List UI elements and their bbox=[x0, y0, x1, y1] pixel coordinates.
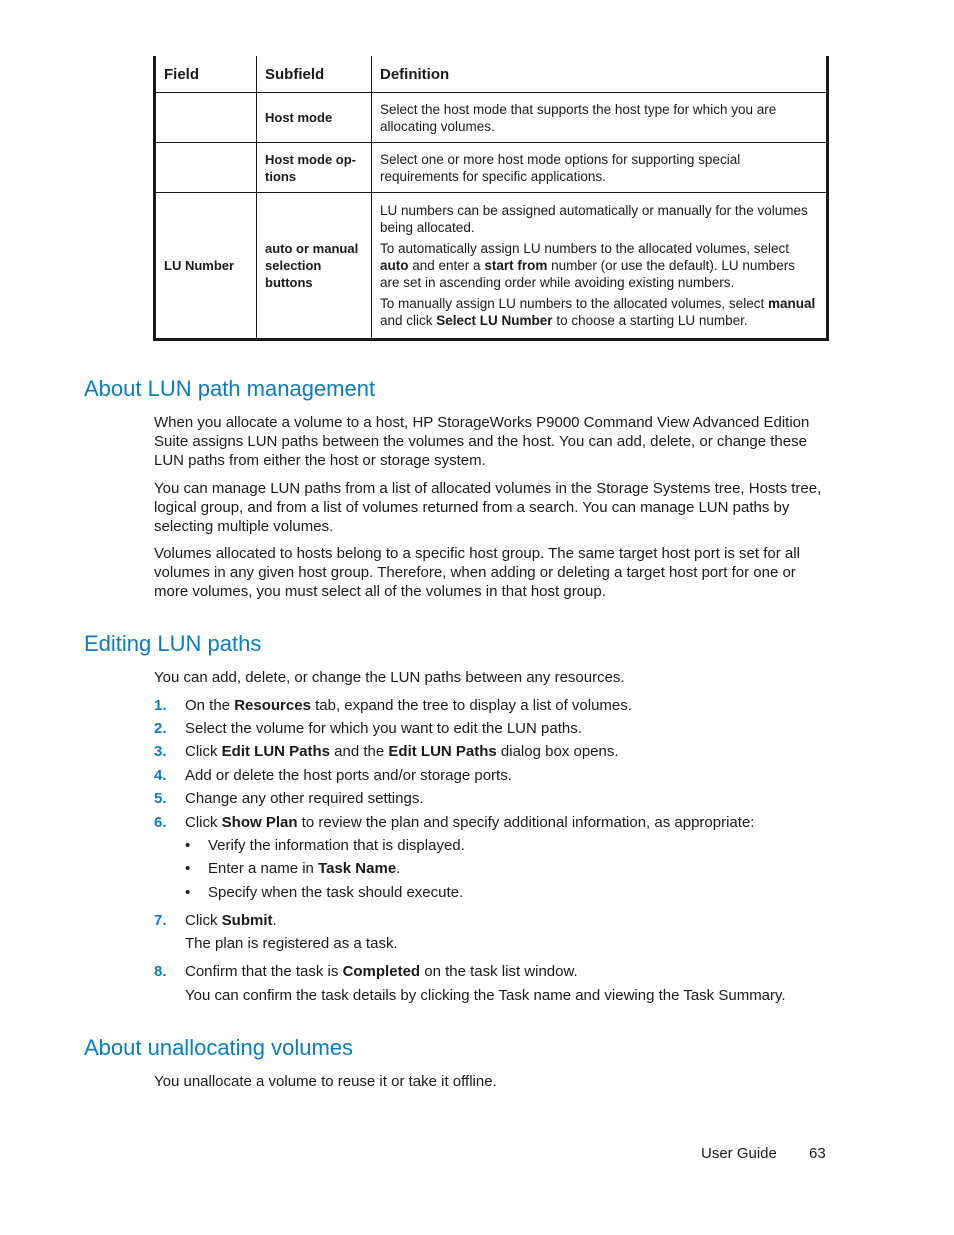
body-paragraph: You can add, delete, or change the LUN paths between any resources. bbox=[154, 669, 625, 686]
step-note: The plan is registered as a task. bbox=[185, 935, 398, 952]
cell-subfield: Host mode bbox=[257, 93, 372, 143]
table-row bbox=[155, 93, 828, 143]
header-definition: Definition bbox=[372, 56, 828, 93]
table-row bbox=[155, 193, 828, 340]
step-text: Click Show Plan to review the plan and specify additional information, as appropriate: bbox=[185, 814, 755, 831]
body-paragraph: Volumes allocated to hosts belong to a specific host group. The same target host port is set for all volumes in any given host group. Therefore, when adding or deleting a target host port for one or more volumes, you must select all of the volumes in that host group. bbox=[154, 545, 800, 600]
step-number: 4. bbox=[154, 767, 167, 784]
field-definition-table bbox=[153, 56, 829, 341]
bullet-text: Specify when the task should execute. bbox=[208, 884, 464, 901]
cell-definition: Select one or more host mode options for supporting special requirements for specific applications. bbox=[372, 143, 828, 193]
page-number: 63 bbox=[809, 1145, 826, 1162]
step-number: 3. bbox=[154, 743, 167, 760]
body-paragraph: You can manage LUN paths from a list of allocated volumes in the Storage Systems tree, Hosts tree, logical group, and from a list of volumes returned from a search. You can manage LUN paths by selecting multiple volumes. bbox=[154, 480, 822, 535]
step-text: Click Submit. bbox=[185, 912, 277, 929]
cell-subfield: auto or manual selection buttons bbox=[257, 193, 372, 340]
step-text: Select the volume for which you want to edit the LUN paths. bbox=[185, 720, 582, 737]
step-number: 2. bbox=[154, 720, 167, 737]
cell-subfield: Host mode op- tions bbox=[257, 143, 372, 193]
step-text: Add or delete the host ports and/or storage ports. bbox=[185, 767, 512, 784]
body-paragraph: You unallocate a volume to reuse it or take it offline. bbox=[154, 1073, 497, 1090]
definition-paragraph: To manually assign LU numbers to the allocated volumes, select manual and click Select LU Number to choose a starting LU number. bbox=[380, 296, 816, 328]
table-row bbox=[155, 143, 828, 193]
definition-paragraph: To automatically assign LU numbers to the allocated volumes, select auto and enter a start from number (or use the default). LU numbers are set in ascending order while avoiding existing numbers. bbox=[380, 241, 795, 290]
bullet-text: Verify the information that is displayed. bbox=[208, 837, 465, 854]
cell-field: LU Number bbox=[155, 193, 257, 340]
step-number: 7. bbox=[154, 912, 167, 929]
section-heading-lun-path-management: About LUN path management bbox=[84, 376, 376, 401]
cell-field bbox=[155, 93, 257, 143]
step-text: Click Edit LUN Paths and the Edit LUN Paths dialog box opens. bbox=[185, 743, 619, 760]
header-field: Field bbox=[155, 56, 257, 93]
step-number: 1. bbox=[154, 697, 167, 714]
cell-definition: Select the host mode that supports the host type for which you are allocating volumes. bbox=[372, 93, 828, 143]
table-header-row bbox=[155, 56, 828, 93]
step-text: On the Resources tab, expand the tree to display a list of volumes. bbox=[185, 697, 632, 714]
step-text: Change any other required settings. bbox=[185, 790, 424, 807]
bullet-marker: • bbox=[185, 884, 191, 901]
body-paragraph: When you allocate a volume to a host, HP StorageWorks P9000 Command View Advanced Edition Suite assigns LUN paths between the volumes and the host. You can add, delete, or change these LUN paths from either the host or storage system. bbox=[154, 414, 810, 469]
step-number: 5. bbox=[154, 790, 167, 807]
step-note: You can confirm the task details by clicking the Task name and viewing the Task Summary. bbox=[185, 987, 786, 1004]
footer-label: User Guide bbox=[701, 1145, 777, 1162]
step-text: Confirm that the task is Completed on the task list window. bbox=[185, 963, 578, 980]
bullet-marker: • bbox=[185, 837, 191, 854]
definition-paragraph: LU numbers can be assigned automatically or manually for the volumes being allocated. bbox=[380, 203, 808, 235]
step-number: 8. bbox=[154, 963, 167, 980]
section-heading-editing-lun-paths: Editing LUN paths bbox=[84, 631, 262, 656]
cell-definition bbox=[372, 193, 828, 340]
step-number: 6. bbox=[154, 814, 167, 831]
bullet-marker: • bbox=[185, 860, 191, 877]
header-subfield: Subfield bbox=[257, 56, 372, 93]
cell-field bbox=[155, 143, 257, 193]
section-heading-unallocating-volumes: About unallocating volumes bbox=[84, 1035, 354, 1060]
bullet-text: Enter a name in Task Name. bbox=[208, 860, 401, 877]
